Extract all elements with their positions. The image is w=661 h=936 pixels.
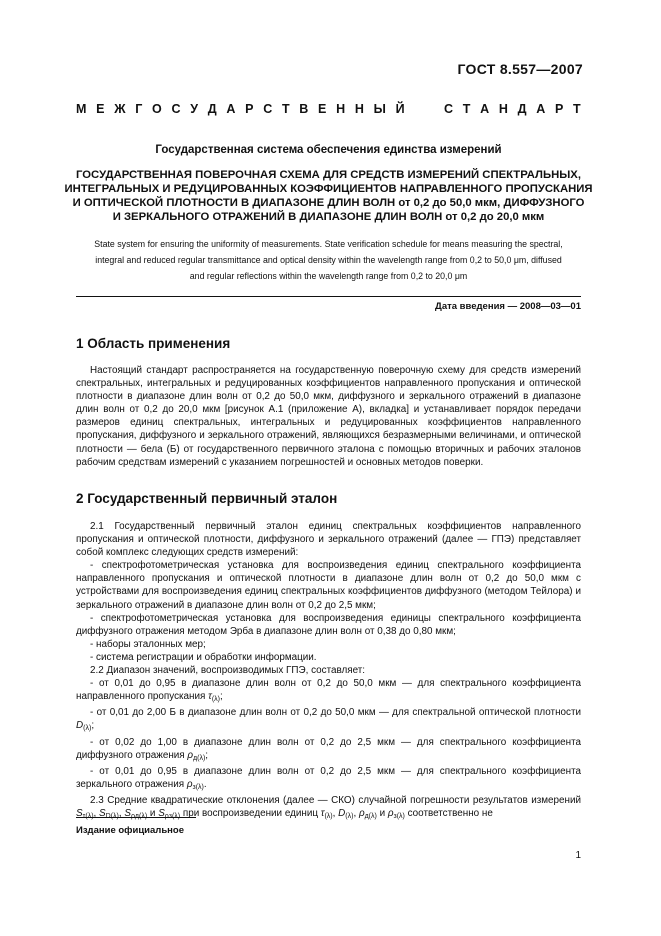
letter: О <box>152 102 162 116</box>
symbol: τ <box>320 807 325 819</box>
letter: Й <box>395 102 405 116</box>
list-item: - спектрофотометрическая установка для воспроизведения единицы спектрального коэффициента диффузного отражения методом Эрба в диапазоне длин волн от 0,38 до 0,80 мкм; <box>76 612 581 637</box>
letter: Т <box>281 102 290 116</box>
range-text: - от 0,01 до 2,00 Б в диапазоне длин волн от 0,2 до 50,0 мкм — для спектральной оптической плотности <box>90 707 581 719</box>
range-text: - от 0,01 до 0,95 в диапазоне длин волн от 0,2 до 50,0 мкм — для спектрального коэффициента направленного пропускания <box>76 678 581 703</box>
letter: Т <box>573 102 581 116</box>
subscript: з(λ) <box>393 812 405 820</box>
subscript: (λ) <box>211 696 220 704</box>
subscript: (λ) <box>324 812 333 820</box>
letter: Ы <box>373 102 386 116</box>
letter: С <box>171 102 181 116</box>
range-item <box>76 765 581 794</box>
symbol: S <box>124 807 131 819</box>
list-item: - спектрофотометрическая установка для воспроизведения единиц спектрального коэффициента направленного пропускания и оптической плотности в диапазоне длин волн от 0,2 до 50,0 мкм с устройствами для воспроизведения единиц спектральных коэффициентов диффузного (методом Тейлора) и зеркального отражений в диапазоне длин волн от 0,2 до 2,5 мкм; <box>76 560 581 611</box>
list-item: - наборы эталонных мер; <box>90 638 206 650</box>
punct: ; <box>219 691 223 703</box>
letter: Н <box>336 102 346 116</box>
letter: Р <box>554 102 564 116</box>
symbol: D <box>338 807 346 819</box>
section-1-body <box>76 364 581 469</box>
letter: А <box>226 102 236 116</box>
letter: А <box>480 102 490 116</box>
paragraph-2-2: 2.2 Диапазон значений, воспроизводимых ГПЭ, составляет: <box>90 665 366 677</box>
main-title-line: И ОПТИЧЕСКОЙ ПЛОТНОСТИ В ДИАПАЗОНЕ ДЛИН ВОЛН от 0,2 до 50,0 мкм, ДИФФУЗНОГО <box>72 197 585 209</box>
symbol: ρ <box>387 807 394 819</box>
subscript: τ(λ) <box>82 812 94 820</box>
range-text: - от 0,02 до 1,00 в диапазоне длин волн от 0,2 до 2,5 мкм — для спектрального коэффициента диффузного отражения <box>76 736 581 761</box>
header-divider <box>76 296 581 297</box>
footer-divider <box>76 817 196 818</box>
symbol: ρ <box>358 807 365 819</box>
subscript: д(λ) <box>193 754 206 762</box>
letter: А <box>536 102 546 116</box>
symbol: D <box>76 720 84 732</box>
letter: Ж <box>114 102 126 116</box>
letter: Д <box>207 102 217 116</box>
letter: М <box>76 102 87 116</box>
main-title-line: И ЗЕРКАЛЬНОГО ОТРАЖЕНИЙ В ДИАПАЗОНЕ ДЛИН ВОЛН от 0,2 до 20,0 мкм <box>112 211 545 223</box>
gost-number: ГОСТ 8.557—2007 <box>457 61 583 77</box>
text: при воспроизведении единиц <box>180 807 321 819</box>
english-title-line: integral and reduced regular transmittance and optical density within the wavelength range from 0,2 to 50,0 μm, diffused <box>95 255 562 265</box>
main-title-line: ИНТЕГРАЛЬНЫХ И РЕДУЦИРОВАННЫХ КОЭФФИЦИЕНТОВ НАПРАВЛЕННОГО ПРОПУСКАНИЯ <box>64 183 593 195</box>
section-2-heading: 2 Государственный первичный эталон <box>76 491 338 506</box>
letter: Г <box>135 102 143 116</box>
paragraph: Настоящий стандарт распространяется на государственную поверочную схему для средств измерений спектральных, интегральных и редуцированных коэффициентов направленного пропускания и оптической плотности в диапазоне длин волн от 0,2 до 50,0 мкм, диффузного и зеркального отражений в диапазоне длин волн от 0,2 до 20,0 мкм [рисунок А.1 (приложение А), вкладка] и устанавливает порядок передачи размеров единиц спектральных, интегральных и редуцированных коэффициентов направленного пропускания, диффузного и зеркального отражений, являющихся безразмерными величинами, и оптической плотности — бела (Б) от государственного первичного эталона с помощью вторичных и рабочих эталонов рабочим средствам измерений с указанием погрешностей и основных методов поверки. <box>76 365 581 468</box>
main-title-line: ГОСУДАРСТВЕННАЯ ПОВЕРОЧНАЯ СХЕМА ДЛЯ СРЕДСТВ ИЗМЕРЕНИЙ СПЕКТРАЛЬНЫХ, <box>76 169 581 181</box>
section-1-heading: 1 Область применения <box>76 336 231 351</box>
section-2-body <box>76 520 581 823</box>
punct: , <box>93 807 100 819</box>
range-item <box>76 677 581 706</box>
punct: ; <box>205 749 209 761</box>
symbol: τ <box>208 691 212 703</box>
letter: Д <box>517 102 527 116</box>
paragraph-2-1: 2.1 Государственный первичный эталон единиц спектральных коэффициентов направленного пропускания и оптической плотности, диффузного и зеркального отражений (далее — ГПЭ) представляет собой комплекс следующих средств измерений: <box>76 521 581 559</box>
symbol: S <box>158 807 165 819</box>
introduction-date: Дата введения — 2008—03—01 <box>435 301 581 312</box>
english-title <box>40 236 617 284</box>
subscript: д(λ) <box>364 812 377 820</box>
subscript: ρз(λ) <box>164 812 181 820</box>
punct: . <box>203 778 207 790</box>
punct: , <box>118 807 125 819</box>
text: соответственно не <box>404 807 493 819</box>
list-item: - система регистрации и обработки информации. <box>90 651 317 663</box>
symbol: ρ <box>186 778 193 790</box>
main-title <box>52 168 605 224</box>
letter: Р <box>245 102 254 116</box>
word-gap <box>414 102 434 116</box>
symbol: S <box>99 807 106 819</box>
range-text: - от 0,01 до 0,95 в диапазоне длин волн от 0,2 до 2,5 мкм — для спектрального коэффициента зеркального отражения <box>76 765 581 790</box>
letter: С <box>263 102 273 116</box>
symbol: ρ <box>187 749 194 761</box>
punct: ; <box>91 720 95 732</box>
system-title: Государственная система обеспечения единства измерений <box>155 144 502 156</box>
letter: У <box>190 102 199 116</box>
letter: Н <box>354 102 364 116</box>
range-item <box>76 706 581 735</box>
subscript: (λ) <box>345 812 354 820</box>
official-edition-label: Издание официальное <box>76 825 184 836</box>
letter: Н <box>498 102 508 116</box>
subscript: D(λ) <box>105 812 119 820</box>
interstate-standard-label <box>76 102 581 116</box>
letter: С <box>444 102 454 116</box>
text: 2.3 Средние квадратические отклонения (далее — СКО) случайной погрешности результатов измерений <box>90 794 581 806</box>
letter: Т <box>462 102 471 116</box>
letter: Е <box>318 102 327 116</box>
text: и <box>147 807 159 819</box>
subscript: (λ) <box>83 725 92 733</box>
paragraph-2-3: 2.3 Средние квадратические отклонения (далее — СКО) случайной погрешности результатов измерений $S_{\tau(\lambda)}$, $S_{D(\lambda)}$, $S_{\rho д(\lambda)}$ и $S_{\rho з(\lambda)}$ при воспроизведении единиц $\tau_{(\lambda)}$, $D_{(\lambda)}$, $\rho_{д(\lambda)}$ и $\rho_{з(\lambda)}$ соответственно не <box>76 794 581 820</box>
english-title-line: State system for ensuring the uniformity of measurements. State verification schedule for means measuring the spectral, <box>94 239 563 249</box>
letter: Е <box>96 102 105 116</box>
english-title-line: and regular reflections within the wavelength range from 0,2 to 20,0 μm <box>189 271 468 281</box>
subscript: з(λ) <box>192 783 204 791</box>
range-item <box>76 736 581 765</box>
symbol: S <box>76 807 83 819</box>
page-number: 1 <box>575 850 581 861</box>
letter: В <box>299 102 309 116</box>
subscript: ρд(λ) <box>130 812 148 820</box>
